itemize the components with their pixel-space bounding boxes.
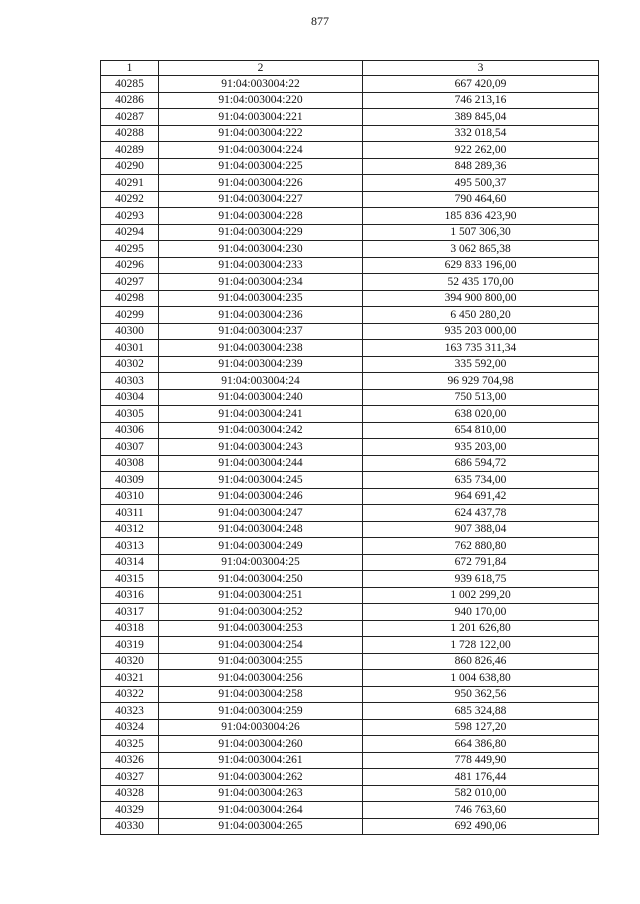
row-number-cell: 40327 (101, 769, 159, 786)
row-number-cell: 40312 (101, 521, 159, 538)
registry-table (100, 60, 599, 835)
table-row (101, 109, 599, 126)
table-row (101, 472, 599, 489)
table-row (101, 142, 599, 159)
value-cell: 685 324,88 (363, 703, 599, 720)
cadastral-number-cell: 91:04:003004:248 (159, 521, 363, 538)
header-col-3: 3 (363, 61, 599, 76)
row-number-cell: 40320 (101, 653, 159, 670)
row-number-cell: 40285 (101, 76, 159, 93)
table-row (101, 125, 599, 142)
cadastral-number-cell: 91:04:003004:238 (159, 340, 363, 357)
cadastral-number-cell: 91:04:003004:26 (159, 719, 363, 736)
row-number-cell: 40299 (101, 307, 159, 324)
row-number-cell: 40288 (101, 125, 159, 142)
row-number-cell: 40307 (101, 439, 159, 456)
cadastral-number-cell: 91:04:003004:240 (159, 389, 363, 406)
table-row (101, 620, 599, 637)
cadastral-number-cell: 91:04:003004:228 (159, 208, 363, 225)
cadastral-number-cell: 91:04:003004:258 (159, 686, 363, 703)
value-cell: 185 836 423,90 (363, 208, 599, 225)
row-number-cell: 40317 (101, 604, 159, 621)
cadastral-number-cell: 91:04:003004:250 (159, 571, 363, 588)
value-cell: 750 513,00 (363, 389, 599, 406)
cadastral-number-cell: 91:04:003004:247 (159, 505, 363, 522)
table-row (101, 670, 599, 687)
cadastral-number-cell: 91:04:003004:221 (159, 109, 363, 126)
row-number-cell: 40290 (101, 158, 159, 175)
value-cell: 635 734,00 (363, 472, 599, 489)
cadastral-number-cell: 91:04:003004:227 (159, 191, 363, 208)
row-number-cell: 40313 (101, 538, 159, 555)
table-row (101, 455, 599, 472)
cadastral-number-cell: 91:04:003004:234 (159, 274, 363, 291)
cadastral-number-cell: 91:04:003004:256 (159, 670, 363, 687)
cadastral-number-cell: 91:04:003004:262 (159, 769, 363, 786)
value-cell: 672 791,84 (363, 554, 599, 571)
value-cell: 939 618,75 (363, 571, 599, 588)
header-col-1: 1 (101, 61, 159, 76)
value-cell: 163 735 311,34 (363, 340, 599, 357)
cadastral-number-cell: 91:04:003004:243 (159, 439, 363, 456)
table-row (101, 241, 599, 258)
cadastral-number-cell: 91:04:003004:249 (159, 538, 363, 555)
table-row (101, 356, 599, 373)
value-cell: 1 201 626,80 (363, 620, 599, 637)
row-number-cell: 40293 (101, 208, 159, 225)
row-number-cell: 40302 (101, 356, 159, 373)
value-cell: 686 594,72 (363, 455, 599, 472)
cadastral-number-cell: 91:04:003004:251 (159, 587, 363, 604)
table-row (101, 389, 599, 406)
table-row (101, 191, 599, 208)
row-number-cell: 40328 (101, 785, 159, 802)
row-number-cell: 40329 (101, 802, 159, 819)
cadastral-number-cell: 91:04:003004:225 (159, 158, 363, 175)
value-cell: 778 449,90 (363, 752, 599, 769)
value-cell: 790 464,60 (363, 191, 599, 208)
table-row (101, 224, 599, 241)
row-number-cell: 40309 (101, 472, 159, 489)
cadastral-number-cell: 91:04:003004:220 (159, 92, 363, 109)
row-number-cell: 40296 (101, 257, 159, 274)
table-row (101, 703, 599, 720)
table-row (101, 538, 599, 555)
row-number-cell: 40319 (101, 637, 159, 654)
cadastral-number-cell: 91:04:003004:24 (159, 373, 363, 390)
table-row (101, 439, 599, 456)
cadastral-number-cell: 91:04:003004:244 (159, 455, 363, 472)
row-number-cell: 40322 (101, 686, 159, 703)
table-row (101, 554, 599, 571)
value-cell: 907 388,04 (363, 521, 599, 538)
table-row (101, 307, 599, 324)
row-number-cell: 40310 (101, 488, 159, 505)
cadastral-number-cell: 91:04:003004:241 (159, 406, 363, 423)
table-row (101, 290, 599, 307)
cadastral-number-cell: 91:04:003004:226 (159, 175, 363, 192)
value-cell: 1 507 306,30 (363, 224, 599, 241)
cadastral-number-cell: 91:04:003004:25 (159, 554, 363, 571)
row-number-cell: 40326 (101, 752, 159, 769)
row-number-cell: 40289 (101, 142, 159, 159)
row-number-cell: 40298 (101, 290, 159, 307)
row-number-cell: 40287 (101, 109, 159, 126)
cadastral-number-cell: 91:04:003004:230 (159, 241, 363, 258)
value-cell: 624 437,78 (363, 505, 599, 522)
table-row (101, 736, 599, 753)
value-cell: 692 490,06 (363, 818, 599, 835)
value-cell: 335 592,00 (363, 356, 599, 373)
row-number-cell: 40324 (101, 719, 159, 736)
cadastral-number-cell: 91:04:003004:263 (159, 785, 363, 802)
cadastral-number-cell: 91:04:003004:236 (159, 307, 363, 324)
table-row (101, 373, 599, 390)
table-row (101, 769, 599, 786)
cadastral-number-cell: 91:04:003004:265 (159, 818, 363, 835)
table-row (101, 323, 599, 340)
value-cell: 664 386,80 (363, 736, 599, 753)
value-cell: 935 203,00 (363, 439, 599, 456)
value-cell: 598 127,20 (363, 719, 599, 736)
row-number-cell: 40315 (101, 571, 159, 588)
value-cell: 6 450 280,20 (363, 307, 599, 324)
value-cell: 1 002 299,20 (363, 587, 599, 604)
row-number-cell: 40316 (101, 587, 159, 604)
cadastral-number-cell: 91:04:003004:224 (159, 142, 363, 159)
value-cell: 394 900 800,00 (363, 290, 599, 307)
header-row (101, 61, 599, 76)
table-row (101, 521, 599, 538)
table-header (101, 61, 599, 76)
row-number-cell: 40301 (101, 340, 159, 357)
table-row (101, 158, 599, 175)
value-cell: 332 018,54 (363, 125, 599, 142)
row-number-cell: 40292 (101, 191, 159, 208)
cadastral-number-cell: 91:04:003004:252 (159, 604, 363, 621)
table-row (101, 686, 599, 703)
table-row (101, 208, 599, 225)
table-row (101, 818, 599, 835)
cadastral-number-cell: 91:04:003004:237 (159, 323, 363, 340)
row-number-cell: 40314 (101, 554, 159, 571)
value-cell: 52 435 170,00 (363, 274, 599, 291)
table-body (101, 76, 599, 835)
row-number-cell: 40321 (101, 670, 159, 687)
table-row (101, 653, 599, 670)
cadastral-number-cell: 91:04:003004:239 (159, 356, 363, 373)
value-cell: 940 170,00 (363, 604, 599, 621)
table-row (101, 785, 599, 802)
table-row (101, 752, 599, 769)
row-number-cell: 40311 (101, 505, 159, 522)
cadastral-number-cell: 91:04:003004:264 (159, 802, 363, 819)
row-number-cell: 40295 (101, 241, 159, 258)
row-number-cell: 40330 (101, 818, 159, 835)
table-row (101, 637, 599, 654)
value-cell: 922 262,00 (363, 142, 599, 159)
value-cell: 1 004 638,80 (363, 670, 599, 687)
page-number: 877 (311, 14, 329, 28)
table-row (101, 406, 599, 423)
row-number-cell: 40303 (101, 373, 159, 390)
value-cell: 964 691,42 (363, 488, 599, 505)
row-number-cell: 40294 (101, 224, 159, 241)
table-row (101, 257, 599, 274)
table-row (101, 422, 599, 439)
cadastral-number-cell: 91:04:003004:259 (159, 703, 363, 720)
value-cell: 667 420,09 (363, 76, 599, 93)
table-row (101, 505, 599, 522)
value-cell: 746 213,16 (363, 92, 599, 109)
value-cell: 860 826,46 (363, 653, 599, 670)
table-row (101, 340, 599, 357)
table-row (101, 488, 599, 505)
row-number-cell: 40286 (101, 92, 159, 109)
value-cell: 746 763,60 (363, 802, 599, 819)
table-row (101, 604, 599, 621)
cadastral-number-cell: 91:04:003004:254 (159, 637, 363, 654)
value-cell: 654 810,00 (363, 422, 599, 439)
value-cell: 495 500,37 (363, 175, 599, 192)
cadastral-number-cell: 91:04:003004:261 (159, 752, 363, 769)
table-row (101, 175, 599, 192)
table-row (101, 802, 599, 819)
cadastral-number-cell: 91:04:003004:260 (159, 736, 363, 753)
cadastral-number-cell: 91:04:003004:253 (159, 620, 363, 637)
row-number-cell: 40308 (101, 455, 159, 472)
cadastral-number-cell: 91:04:003004:229 (159, 224, 363, 241)
value-cell: 950 362,56 (363, 686, 599, 703)
value-cell: 1 728 122,00 (363, 637, 599, 654)
row-number-cell: 40305 (101, 406, 159, 423)
row-number-cell: 40297 (101, 274, 159, 291)
value-cell: 762 880,80 (363, 538, 599, 555)
row-number-cell: 40300 (101, 323, 159, 340)
row-number-cell: 40323 (101, 703, 159, 720)
row-number-cell: 40304 (101, 389, 159, 406)
value-cell: 638 020,00 (363, 406, 599, 423)
cadastral-number-cell: 91:04:003004:246 (159, 488, 363, 505)
table-row (101, 571, 599, 588)
table-row (101, 76, 599, 93)
table-row (101, 92, 599, 109)
row-number-cell: 40306 (101, 422, 159, 439)
value-cell: 935 203 000,00 (363, 323, 599, 340)
row-number-cell: 40318 (101, 620, 159, 637)
table-row (101, 587, 599, 604)
value-cell: 389 845,04 (363, 109, 599, 126)
value-cell: 848 289,36 (363, 158, 599, 175)
cadastral-number-cell: 91:04:003004:233 (159, 257, 363, 274)
cadastral-number-cell: 91:04:003004:22 (159, 76, 363, 93)
cadastral-number-cell: 91:04:003004:255 (159, 653, 363, 670)
value-cell: 582 010,00 (363, 785, 599, 802)
value-cell: 96 929 704,98 (363, 373, 599, 390)
value-cell: 481 176,44 (363, 769, 599, 786)
value-cell: 629 833 196,00 (363, 257, 599, 274)
row-number-cell: 40325 (101, 736, 159, 753)
cadastral-number-cell: 91:04:003004:235 (159, 290, 363, 307)
row-number-cell: 40291 (101, 175, 159, 192)
header-col-2: 2 (159, 61, 363, 76)
cadastral-number-cell: 91:04:003004:245 (159, 472, 363, 489)
table-row (101, 274, 599, 291)
cadastral-number-cell: 91:04:003004:222 (159, 125, 363, 142)
value-cell: 3 062 865,38 (363, 241, 599, 258)
table-row (101, 719, 599, 736)
cadastral-number-cell: 91:04:003004:242 (159, 422, 363, 439)
